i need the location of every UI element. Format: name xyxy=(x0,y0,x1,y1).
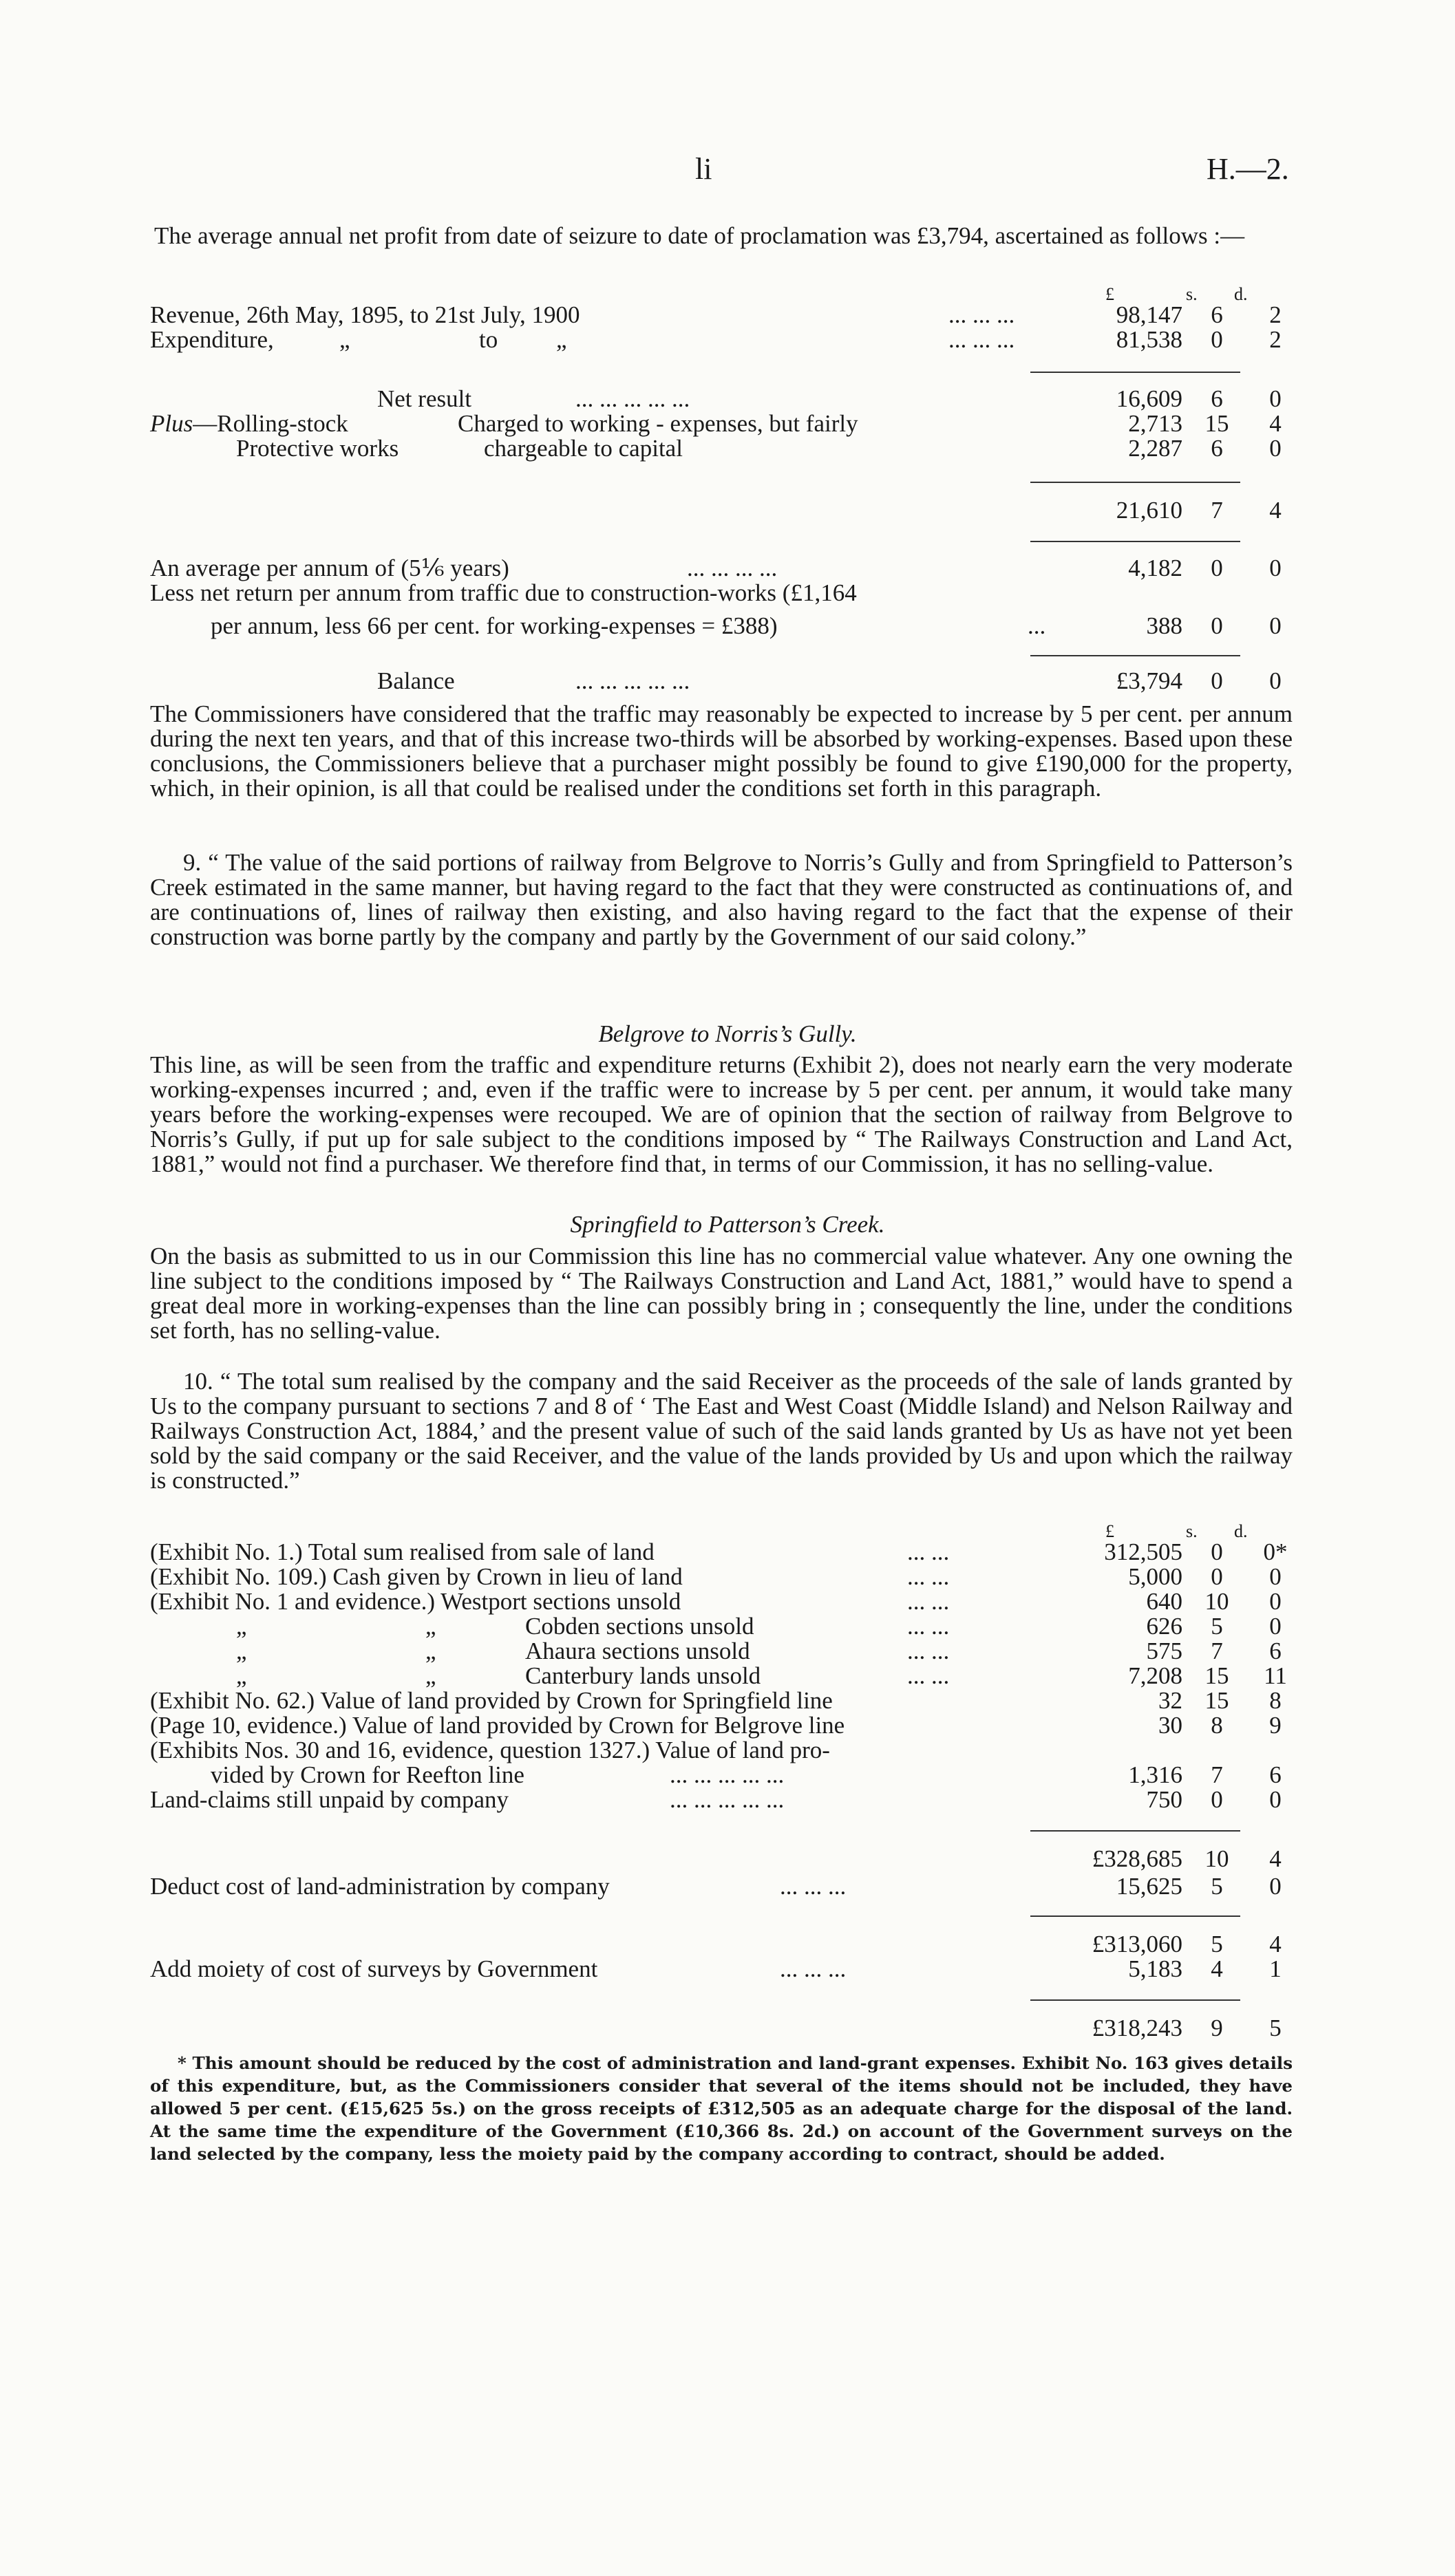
pence-value: 2 xyxy=(1269,326,1282,353)
shillings-value: 0 xyxy=(1211,555,1223,581)
row-label: (Exhibit No. 62.) Value of land provided by Crown for Springfield line xyxy=(150,1687,833,1714)
land-row xyxy=(150,1614,1306,1639)
shillings-value: 6 xyxy=(1211,385,1223,412)
pence-value: 0 xyxy=(1269,667,1282,694)
pounds-value: 312,505 xyxy=(1104,1538,1182,1565)
row-label: Protective works xyxy=(236,435,399,462)
intro-text: The average annual net profit from date of seizure to date of proclamation was £3,794, ascertained as follows :— xyxy=(154,222,1245,249)
pence-value: 4 xyxy=(1269,1845,1282,1872)
shillings-value: 8 xyxy=(1211,1712,1223,1739)
row-label: per annum, less 66 per cent. for working-expenses = £388) xyxy=(211,612,778,639)
pounds-value: 750 xyxy=(1146,1786,1182,1813)
ditto-mark: „ xyxy=(425,1638,436,1664)
ditto-mark: „ xyxy=(236,1638,247,1664)
heading-belgrove: Belgrove to Norris’s Gully. xyxy=(598,1020,857,1047)
ditto-mark: „ xyxy=(236,1662,247,1689)
paragraph-text: The Commissioners have considered that the traffic may reasonably be expected to increase by 5 per cent. per annum during the next ten years, and that of this increase two-thirds will be absorbed by working-expenses. Based upon these conclusions, the Commissioners believe that a purchaser might possibly be found to give £190,000 for the property, which, in their opinion, is all that could be realised under the conditions set forth in this paragraph. xyxy=(150,700,1293,802)
land-row xyxy=(150,1664,1306,1688)
deduct-row xyxy=(150,1874,1306,1899)
pounds-value: 1,316 xyxy=(1128,1761,1182,1788)
row-label: (Exhibit No. 1.) Total sum realised from sale of land xyxy=(150,1538,655,1565)
protective-works-row xyxy=(150,436,1306,461)
pence-value: 6 xyxy=(1269,1638,1282,1664)
pounds-value: 640 xyxy=(1146,1588,1182,1615)
leader-dots: ... ... ... ... ... xyxy=(575,385,690,412)
brace-text: Charged to working - expenses, but fairly xyxy=(458,410,858,437)
pounds-value: 388 xyxy=(1146,612,1182,639)
row-label: Canterbury lands unsold xyxy=(525,1662,761,1689)
row-label: —Rolling-stock xyxy=(193,410,348,437)
document-reference: H.—2. xyxy=(1207,152,1289,186)
row-label: Add moiety of cost of surveys by Government xyxy=(150,1955,598,1982)
shillings-value: 15 xyxy=(1204,410,1229,437)
clause-10-paragraph xyxy=(150,1369,1293,1493)
ditto-mark: „ xyxy=(425,1613,436,1640)
ditto-mark: „ xyxy=(236,1613,247,1640)
sum-rule xyxy=(1030,655,1240,656)
row-label: (Exhibit No. 109.) Cash given by Crown in lieu of land xyxy=(150,1563,683,1590)
shillings-value: 0 xyxy=(1211,1786,1223,1813)
sum-rule xyxy=(1030,372,1240,373)
pounds-value: 575 xyxy=(1146,1638,1182,1664)
leader-dots: ... ... ... ... ... xyxy=(670,1786,785,1813)
belgrove-paragraph xyxy=(150,1053,1293,1177)
footnote xyxy=(150,2052,1293,2165)
col-head-shillings: s. xyxy=(1186,284,1198,304)
average-row xyxy=(150,556,1306,581)
pounds-value: 4,182 xyxy=(1128,555,1182,581)
row-label: An average per annum of (5⅙ years) xyxy=(150,555,509,581)
pence-value: 6 xyxy=(1269,1761,1282,1788)
rolling-stock-row xyxy=(150,411,1306,436)
ditto-mark: „ xyxy=(556,326,567,353)
leader-dots: ... ... ... xyxy=(948,301,1015,328)
pounds-value: 21,610 xyxy=(1116,497,1182,524)
footnote-text: * This amount should be reduced by the cost of administration and land-grant expenses. Exhibit No. 163 gives details of this expenditure, but, as the Commissioners consider that several of the items should not be included, they have allowed 5 per cent. (£15,625 5s.) on the gross receipts of £312,505 as an adequate charge for the disposal of the land. At the same time the expenditure of the Government (£10,366 8s. 2d.) on account of the Government surveys on the land selected by the company, less the moiety paid by the company according to contract, should be added. xyxy=(150,2053,1293,2164)
total-row xyxy=(150,1932,1306,1957)
row-label: Net result xyxy=(377,385,472,412)
col-head-pounds: £ xyxy=(1105,284,1114,304)
reefton-row xyxy=(150,1738,1306,1763)
pounds-value: 5,183 xyxy=(1128,1955,1182,1982)
col-head-pounds: £ xyxy=(1105,1521,1114,1541)
pence-value: 4 xyxy=(1269,410,1282,437)
pounds-value: £328,685 xyxy=(1092,1845,1182,1872)
pounds-value: 626 xyxy=(1146,1613,1182,1640)
pounds-value: 2,713 xyxy=(1128,410,1182,437)
add-row xyxy=(150,1957,1306,1982)
paragraph-text: 9. “ The value of the said portions of railway from Belgrove to Norris’s Gully and from Springfield to Patterson’s Creek estimated in the same manner, but having regard to the fact that they were constructed as continuations of, and are continuations of, lines of railway then existing, and also having regard to the fact that the expense of their construction was borne partly by the company and partly by the Government of our said colony.” xyxy=(150,849,1293,950)
to-word: to xyxy=(479,326,498,353)
row-label: (Exhibits Nos. 30 and 16, evidence, question 1327.) Value of land pro- xyxy=(150,1737,830,1763)
shillings-value: 7 xyxy=(1211,1638,1223,1664)
land-row xyxy=(150,1713,1306,1738)
pounds-value: 16,609 xyxy=(1116,385,1182,412)
pence-value: 0 xyxy=(1269,1563,1282,1590)
pence-value: 5 xyxy=(1269,2015,1282,2041)
clause-9-paragraph xyxy=(150,850,1293,949)
shillings-value: 9 xyxy=(1211,2015,1223,2041)
less-return-row-2 xyxy=(150,614,1306,638)
shillings-value: 5 xyxy=(1211,1873,1223,1900)
net-result-row xyxy=(150,387,1306,411)
pounds-value: £3,794 xyxy=(1116,667,1182,694)
pence-value: 4 xyxy=(1269,497,1282,524)
pence-value: 0 xyxy=(1269,1786,1282,1813)
land-row xyxy=(150,1565,1306,1589)
plus-label xyxy=(150,411,348,436)
land-row xyxy=(150,1688,1306,1713)
row-label: Deduct cost of land-administration by company xyxy=(150,1873,610,1900)
pounds-value: 98,147 xyxy=(1116,301,1182,328)
row-label: Cobden sections unsold xyxy=(525,1613,754,1640)
row-label: (Page 10, evidence.) Value of land provided by Crown for Belgrove line xyxy=(150,1712,845,1739)
pence-value: 8 xyxy=(1269,1687,1282,1714)
pence-value: 0* xyxy=(1263,1538,1288,1565)
pence-value: 9 xyxy=(1269,1712,1282,1739)
leader-dots: ... ... xyxy=(907,1588,950,1615)
shillings-value: 15 xyxy=(1204,1687,1229,1714)
pounds-value: 2,287 xyxy=(1128,435,1182,462)
shillings-value: 6 xyxy=(1211,435,1223,462)
expenditure-row xyxy=(150,328,1306,352)
leader-dots: ... ... ... ... ... xyxy=(670,1761,785,1788)
sum-rule xyxy=(1030,1999,1240,2001)
pounds-value: £313,060 xyxy=(1092,1931,1182,1957)
leader-dots: ... ... xyxy=(907,1613,950,1640)
land-row xyxy=(150,1639,1306,1664)
subtotal-row xyxy=(150,498,1306,523)
pounds-value: £318,243 xyxy=(1092,2015,1182,2041)
shillings-value: 5 xyxy=(1211,1613,1223,1640)
paragraph-text: This line, as will be seen from the traffic and expenditure returns (Exhibit 2), does not nearly earn the very moderate working-expenses incurred ; and, even if the traffic were to increase by 5 per cent. per annum, it would take many years before the working-expenses were recouped. We are of opinion that the section of railway from Belgrove to Norris’s Gully, if put up for sale subject to the conditions imposed by “ The Railways Construction and Land Act, 1881,” would not find a purchaser. We therefore find that, in terms of our Commission, it has no selling-value. xyxy=(150,1051,1293,1177)
shillings-value: 0 xyxy=(1211,326,1223,353)
ditto-mark: „ xyxy=(339,326,350,353)
pence-value: 11 xyxy=(1264,1662,1287,1689)
pence-value: 0 xyxy=(1269,435,1282,462)
pence-value: 1 xyxy=(1269,1955,1282,1982)
pence-value: 0 xyxy=(1269,1873,1282,1900)
leader-dots: ... ... xyxy=(907,1563,950,1590)
row-label: Less net return per annum from traffic due to construction-works (£1,164 xyxy=(150,579,857,606)
row-label: Ahaura sections unsold xyxy=(525,1638,750,1664)
leader-dots: ... ... xyxy=(907,1538,950,1565)
leader-dots: ... ... ... xyxy=(780,1873,847,1900)
shillings-value: 10 xyxy=(1204,1845,1229,1872)
row-label: Balance xyxy=(377,667,455,694)
col-head-pence: d. xyxy=(1234,1521,1248,1541)
brace-text: chargeable to capital xyxy=(484,435,683,462)
plus-prefix: Plus xyxy=(150,410,193,437)
col-head-pence: d. xyxy=(1234,284,1248,304)
leader-dots: ... ... xyxy=(907,1638,950,1664)
commissioners-paragraph xyxy=(150,702,1293,801)
pence-value: 0 xyxy=(1269,612,1282,639)
pounds-value: 32 xyxy=(1158,1687,1182,1714)
springfield-paragraph xyxy=(150,1244,1293,1343)
shillings-value: 4 xyxy=(1211,1955,1223,1982)
reefton-row-2 xyxy=(150,1763,1306,1788)
revenue-row xyxy=(150,303,1306,328)
total-row xyxy=(150,1847,1306,1871)
pence-value: 2 xyxy=(1269,301,1282,328)
land-row xyxy=(150,1540,1306,1565)
less-return-row xyxy=(150,581,1306,605)
shillings-value: 5 xyxy=(1211,1931,1223,1957)
sum-rule xyxy=(1030,1830,1240,1832)
pence-value: 0 xyxy=(1269,385,1282,412)
row-label: vided by Crown for Reefton line xyxy=(211,1761,524,1788)
pence-value: 0 xyxy=(1269,555,1282,581)
paragraph-text: 10. “ The total sum realised by the company and the said Receiver as the proceeds of the sale of lands granted by Us to the company pursuant to sections 7 and 8 of ‘ The East and West Coast (Middle Island) and Nelson Railway and Railways Construction Act, 1884,’ and the present value of such of the said lands granted by Us as have not yet been sold by the said company or the said Receiver, and the value of the lands provided by Us and upon which the railway is constructed.” xyxy=(150,1368,1293,1494)
page-number: li xyxy=(695,152,712,186)
leader-dots: ... ... ... ... xyxy=(687,555,778,581)
pounds-value: 5,000 xyxy=(1128,1563,1182,1590)
pence-value: 0 xyxy=(1269,1613,1282,1640)
land-row xyxy=(150,1589,1306,1614)
row-label: Revenue, 26th May, 1895, to 21st July, 1900 xyxy=(150,301,580,328)
shillings-value: 0 xyxy=(1211,667,1223,694)
ditto-mark: „ xyxy=(425,1662,436,1689)
pence-value: 4 xyxy=(1269,1931,1282,1957)
leader-dots: ... xyxy=(1028,612,1046,639)
shillings-value: 0 xyxy=(1211,612,1223,639)
sum-rule xyxy=(1030,1915,1240,1917)
grand-total-row xyxy=(150,2016,1306,2041)
row-label: (Exhibit No. 1 and evidence.) Westport sections unsold xyxy=(150,1588,681,1615)
shillings-value: 7 xyxy=(1211,1761,1223,1788)
leader-dots: ... ... ... xyxy=(948,326,1015,353)
intro-paragraph xyxy=(150,224,1293,248)
pounds-value: 81,538 xyxy=(1116,326,1182,353)
shillings-value: 0 xyxy=(1211,1538,1223,1565)
pounds-value: 15,625 xyxy=(1116,1873,1182,1900)
leader-dots: ... ... xyxy=(907,1662,950,1689)
heading-springfield: Springfield to Patterson’s Creek. xyxy=(570,1211,885,1238)
shillings-value: 7 xyxy=(1211,497,1223,524)
row-label: Land-claims still unpaid by company xyxy=(150,1786,509,1813)
col-head-shillings: s. xyxy=(1186,1521,1198,1541)
shillings-value: 10 xyxy=(1204,1588,1229,1615)
row-label: Expenditure, xyxy=(150,326,274,353)
paragraph-text: On the basis as submitted to us in our Commission this line has no commercial value whatever. Any one owning the line subject to the conditions imposed by “ The Railways Construction and Land Act, 1881,” would have to spend a great deal more in working-expenses than the line can possibly bring in ; consequently the line, under the conditions set forth, has no selling-value. xyxy=(150,1243,1293,1344)
shillings-value: 0 xyxy=(1211,1563,1223,1590)
pounds-value: 7,208 xyxy=(1128,1662,1182,1689)
pence-value: 0 xyxy=(1269,1588,1282,1615)
balance-row xyxy=(150,669,1306,694)
leader-dots: ... ... ... xyxy=(780,1955,847,1982)
shillings-value: 6 xyxy=(1211,301,1223,328)
land-claims-row xyxy=(150,1788,1306,1812)
sum-rule xyxy=(1030,541,1240,542)
sum-rule xyxy=(1030,482,1240,483)
shillings-value: 15 xyxy=(1204,1662,1229,1689)
leader-dots: ... ... ... ... ... xyxy=(575,667,690,694)
pounds-value: 30 xyxy=(1158,1712,1182,1739)
